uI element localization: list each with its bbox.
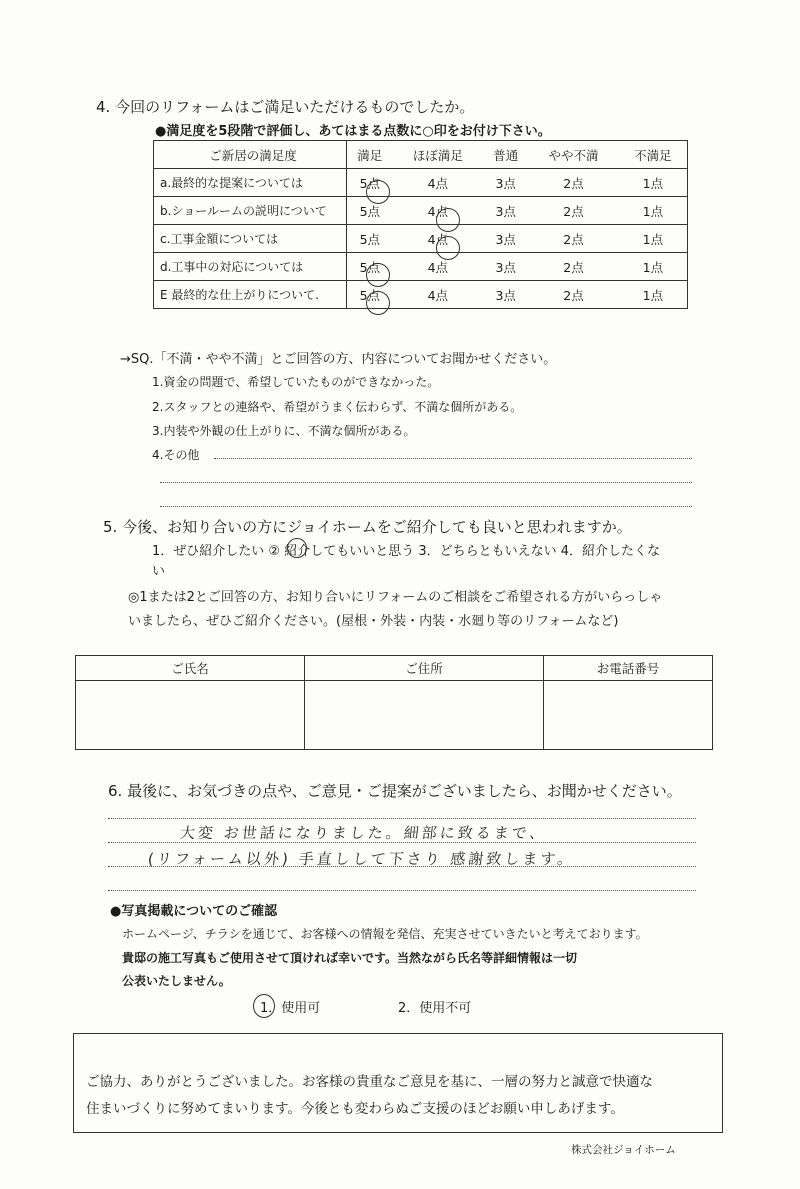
score-cell[interactable]: 5点	[347, 253, 393, 281]
satisfaction-item: E 最終的な仕上がりについて.	[154, 281, 347, 309]
satisfaction-table	[153, 140, 688, 309]
q5-options: 1．ぜひ紹介したい ② 紹介してもいいと思う 3．どちらともいえない 4．紹介したくな	[152, 544, 660, 559]
sq-option: 4.その他	[152, 448, 200, 462]
answer-line[interactable]	[108, 818, 696, 819]
score-cell[interactable]: 2点	[528, 225, 618, 253]
answer-line[interactable]	[160, 506, 692, 507]
score-cell[interactable]: 3点	[483, 197, 528, 225]
photo-text: 公表いたしません。	[122, 974, 231, 988]
q4-title: 4. 今回のリフォームはご満足いただけるものでしたか。	[96, 98, 475, 116]
score-cell[interactable]: 3点	[483, 281, 528, 309]
score-cell[interactable]: 2点	[528, 197, 618, 225]
answer-circle-mark	[366, 180, 390, 204]
referral-phone-field[interactable]	[544, 681, 713, 750]
closing-box	[73, 1033, 723, 1133]
score-cell[interactable]: 5点	[347, 197, 393, 225]
sq-option: 1.資金の問題で、希望していたものができなかった。	[152, 375, 440, 389]
closing-text: 住まいづくりに努めてまいります。今後とも変わらぬご支援のほどお願い申しあげます。	[86, 1101, 624, 1117]
satisfaction-row	[154, 225, 688, 253]
q5-note: ◎1または2とご回答の方、お知り合いにリフォームのご相談をご希望される方がいらっしゃ	[128, 590, 663, 605]
answer-circle-mark	[253, 994, 275, 1018]
score-cell[interactable]: 1点	[619, 253, 688, 281]
score-cell[interactable]: 4点	[393, 281, 483, 309]
photo-text: 貴邸の施工写真もご使用させて頂ければ幸いです。当然ながら氏名等詳細情報は一切	[122, 951, 578, 965]
referral-header-name: ご氏名	[76, 656, 305, 681]
satisfaction-header-item: ご新居の満足度	[154, 141, 347, 169]
satisfaction-header-5: 満足	[347, 141, 393, 169]
sq-option: 2.スタッフとの連絡や、希望がうまく伝わらず、不満な個所がある。	[152, 400, 523, 414]
score-cell[interactable]: 3点	[483, 225, 528, 253]
score-cell[interactable]: 2点	[528, 253, 618, 281]
q5-options-wrap: い	[152, 564, 166, 579]
score-cell[interactable]: 3点	[483, 169, 528, 197]
sq-title: →SQ.「不満・やや不満」とご回答の方、内容についてお聞かせください。	[120, 352, 557, 367]
answer-circle-mark	[436, 208, 460, 232]
satisfaction-row	[154, 281, 688, 309]
q4-instruction: ●満足度を5段階で評価し、あてはまる点数に○印をお付け下さい。	[155, 124, 551, 139]
satisfaction-row	[154, 169, 688, 197]
referral-header-address: ご住所	[305, 656, 544, 681]
score-cell[interactable]: 5点	[347, 169, 393, 197]
satisfaction-header-2: やや不満	[528, 141, 618, 169]
satisfaction-item: d.工事中の対応については	[154, 253, 347, 281]
answer-circle-mark	[366, 263, 390, 287]
referral-table	[75, 655, 713, 750]
score-cell[interactable]: 1点	[619, 281, 688, 309]
photo-text: ホームページ、チラシを通じて、お客様への情報を発信、充実させていきたいと考えております。	[122, 927, 648, 941]
satisfaction-row	[154, 253, 688, 281]
score-cell[interactable]: 4点	[393, 253, 483, 281]
referral-header-phone: お電話番号	[544, 656, 713, 681]
score-cell[interactable]: 2点	[528, 169, 618, 197]
satisfaction-header-3: 普通	[483, 141, 528, 169]
answer-line[interactable]	[214, 458, 692, 459]
closing-text: ご協力、ありがとうございました。お客様の貴重なご意見を基に、一層の努力と誠意で快適な	[86, 1074, 653, 1090]
score-cell[interactable]: 1点	[619, 169, 688, 197]
q6-title: 6. 最後に、お気づきの点や、ご意見・ご提案がございましたら、お聞かせください。	[108, 782, 682, 800]
answer-line[interactable]	[108, 890, 696, 891]
score-cell[interactable]: 4点	[393, 197, 483, 225]
satisfaction-item: b.ショールームの説明について	[154, 197, 347, 225]
satisfaction-item: a.最終的な提案については	[154, 169, 347, 197]
answer-circle-mark	[436, 236, 460, 260]
company-name: 株式会社ジョイホーム	[571, 1144, 676, 1156]
score-cell[interactable]: 3点	[483, 253, 528, 281]
score-cell[interactable]: 2点	[528, 281, 618, 309]
score-cell[interactable]: 1点	[619, 225, 688, 253]
photo-option-allow[interactable]: 1．使用可	[260, 1001, 321, 1016]
answer-circle-mark	[366, 291, 390, 315]
q5-note: いましたら、ぜひご紹介ください。(屋根・外装・内装・水廻り等のリフォームなど)	[128, 614, 619, 629]
score-cell[interactable]: 1点	[619, 197, 688, 225]
satisfaction-header-4: ほぼ満足	[393, 141, 483, 169]
photo-option-deny[interactable]: 2．使用不可	[398, 1001, 472, 1016]
satisfaction-row	[154, 197, 688, 225]
referral-address-field[interactable]	[305, 681, 544, 750]
score-cell[interactable]: 4点	[393, 169, 483, 197]
answer-circle-mark	[287, 538, 307, 558]
referral-name-field[interactable]	[76, 681, 305, 750]
handwritten-comment: 大変 お世話になりました。細部に致るまで、	[179, 824, 549, 842]
sq-option: 3.内装や外観の仕上がりに、不満な個所がある。	[152, 424, 416, 438]
photo-title: ●写真掲載についてのご確認	[110, 904, 278, 919]
handwritten-comment: (リフォーム以外) 手直しして下さり 感謝致します。	[147, 850, 577, 868]
answer-line[interactable]	[160, 482, 692, 483]
satisfaction-item: c.工事金額については	[154, 225, 347, 253]
score-cell[interactable]: 5点	[347, 225, 393, 253]
q5-title: 5. 今後、お知り合いの方にジョイホームをご紹介しても良いと思われますか。	[103, 518, 632, 536]
score-cell[interactable]: 5点	[347, 281, 393, 309]
score-cell[interactable]: 4点	[393, 225, 483, 253]
satisfaction-header-1: 不満足	[619, 141, 688, 169]
